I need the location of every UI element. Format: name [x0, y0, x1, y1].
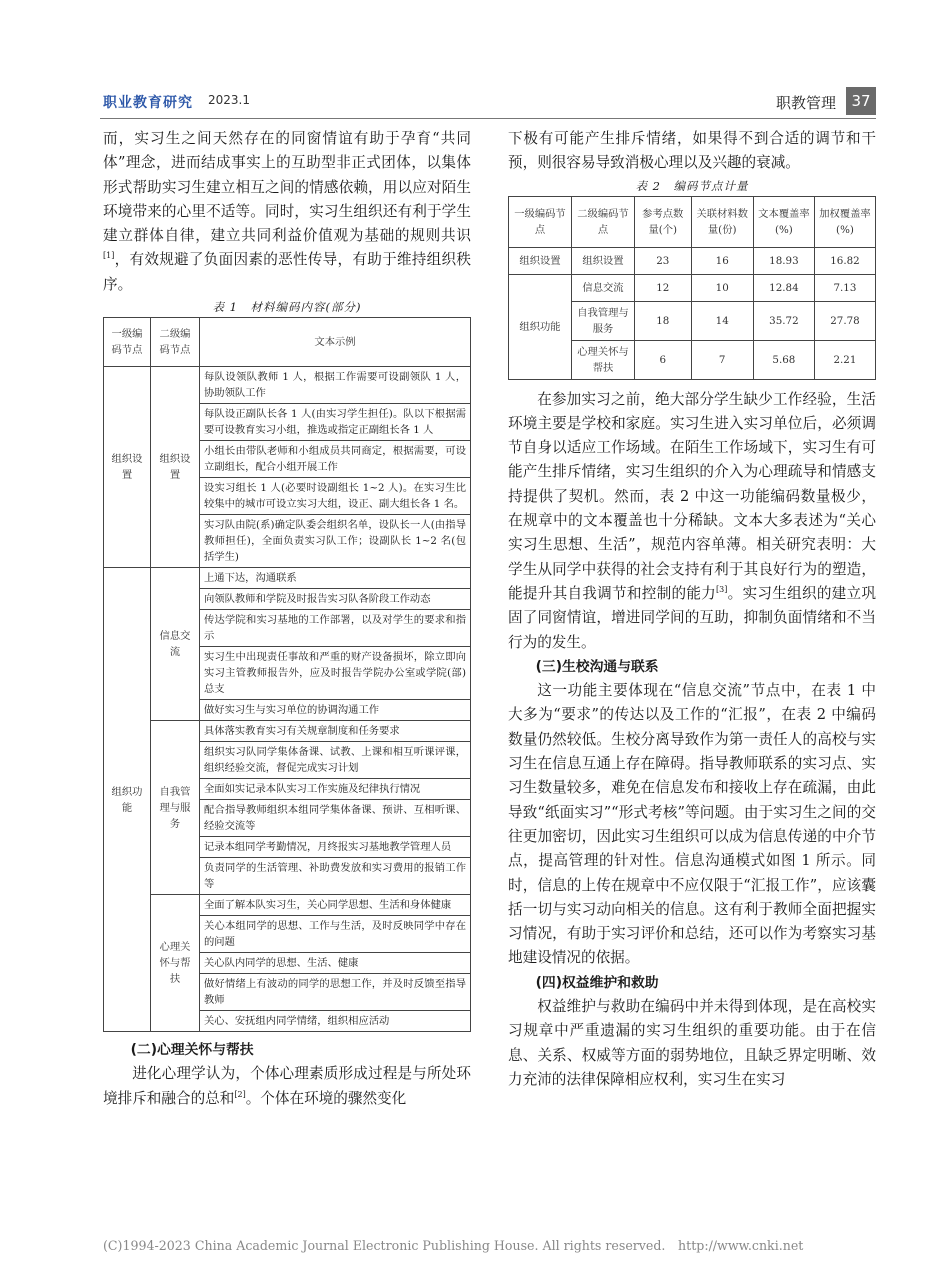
table2-cell: 35.72 — [753, 301, 814, 340]
table1-level2-cell: 心理关怀与帮扶 — [151, 895, 200, 1032]
table1-text-cell: 实习生中出现责任事故和严重的财产设备损坏，除立即向实习主管教师报告外，应及时报告学院办公室或学院(部)总支 — [200, 647, 471, 700]
right-column — [508, 127, 876, 1092]
table2-cell: 18 — [635, 301, 692, 340]
table2-cell: 组织设置 — [572, 247, 635, 274]
citation-3[interactable]: [3] — [716, 585, 728, 595]
table1-row — [104, 895, 471, 916]
table1-text-cell: 向领队教师和学院及时报告实习队各阶段工作动态 — [200, 589, 471, 610]
table2-caption: 表 2 编码节点计量 — [635, 178, 749, 193]
table2-cell: 7.13 — [814, 274, 875, 301]
table2-header-cell: 参考点数量(个) — [635, 196, 692, 247]
table1-text-cell: 关心、安抚组内同学情绪，组织相应活动 — [200, 1011, 471, 1032]
table1-row — [104, 568, 471, 589]
issue-year: 2023.1 — [208, 93, 250, 107]
table2-cell: 23 — [635, 247, 692, 274]
table2-header-cell: 加权覆盖率(%) — [814, 196, 875, 247]
table1-text-cell: 组织实习队同学集体备课、试教、上课和相互听课评课，组织经验交流，督促完成实习计划 — [200, 742, 471, 779]
table1-row — [104, 367, 471, 404]
table2-cell: 6 — [635, 340, 692, 379]
copyright-footer: (C)1994-2023 China Academic Journal Electronic Publishing House. All rights reserved. http://www.cnki.net — [103, 1238, 804, 1253]
right-paragraph-4: 这一功能主要体现在“信息交流”节点中，在表 1 中大多为“要求”的传达以及工作的“汇报”，在表 2 中编码数量仍然较低。生校分离导致作为第一责任人的高校与实习生在信息互通上存在障碍。指导教师联系的实习点、实习生数量较多，难免在信息发布和接收上存在疏漏，由此导致“纸面实习”“形式考核”等问题。由于实习生之间的交往更加密切，因此实习生组织可以成为信息传递的中介节点，提高管理的针对性。信息沟通模式如图 1 所示。同时，信息的上传在规章中不应仅限于“汇报工作”，应该囊括一切与实习动向相关的信息。这有利于教师全面把握实习情况，有助于实习评价和总结，还可以作为考察实习基地建设情况的依据。 — [508, 682, 876, 967]
table1-text-cell: 每队设正副队长各 1 人(由实习学生担任)。队以下根据需要可设教育实习小组，推选或指定正副组长各 1 人 — [200, 404, 471, 441]
table1-text-cell: 全面了解本队实习生，关心同学思想、生活和身体健康 — [200, 895, 471, 916]
table1-header-cell: 文本示例 — [200, 318, 471, 367]
left-column — [103, 127, 471, 1111]
table2-cell: 12.84 — [753, 274, 814, 301]
left-paragraph-1: 而，实习生之间天然存在的同窗情谊有助于孕育“共同体”理念，进而结成事实上的互助型非正式团体，以集体形式帮助实习生建立相互之间的情感依赖，用以应对陌生环境带来的心里不适等。同时，实习生组织还有利于学生建立群体自律，建立共同利益价值观为基础的规则共识[1]，有效规避了负面因素的恶性传导，有助于维持组织秩序。 — [103, 130, 471, 293]
table1-header-row — [104, 318, 471, 367]
table2-row — [509, 274, 876, 301]
table1-text-cell: 做好情绪上有波动的同学的思想工作，并及时反馈至指导教师 — [200, 974, 471, 1011]
citation-2[interactable]: [2] — [234, 1089, 246, 1099]
table1-level2-cell: 信息交流 — [151, 568, 200, 721]
table2-header-row — [509, 196, 876, 247]
section-3-title: (三)生校沟通与联系 — [535, 658, 659, 675]
table2-cell: 12 — [635, 274, 692, 301]
table1-row — [104, 721, 471, 742]
table2-cell: 组织功能 — [509, 274, 572, 379]
table1-text-cell: 上通下达，沟通联系 — [200, 568, 471, 589]
table1 — [103, 317, 471, 1032]
table2-cell: 信息交流 — [572, 274, 635, 301]
table2-cell: 5.68 — [753, 340, 814, 379]
table2-cell: 14 — [691, 301, 753, 340]
table1-text-cell: 具体落实教育实习有关规章制度和任务要求 — [200, 721, 471, 742]
left-paragraph-2: 进化心理学认为，个体心理素质形成过程是与所处环境排斥和融合的总和[2]。个体在环境的骤然变化 — [103, 1065, 471, 1107]
page-number: 37 — [846, 87, 876, 115]
table2-cell: 自我管理与服务 — [572, 301, 635, 340]
table1-text-cell: 关心队内同学的思想、生活、健康 — [200, 953, 471, 974]
table2-row — [509, 247, 876, 274]
table1-text-cell: 小组长由带队老师和小组成员共同商定，根据需要，可设立副组长，配合小组开展工作 — [200, 441, 471, 478]
table2-header-cell: 二级编码节点 — [572, 196, 635, 247]
table1-header-cell: 二级编码节点 — [151, 318, 200, 367]
table1-text-cell: 做好实习生与实习单位的协调沟通工作 — [200, 700, 471, 721]
table2-cell: 组织设置 — [509, 247, 572, 274]
table1-text-cell: 配合指导教师组织本组同学集体备课、预讲、互相听课、经验交流等 — [200, 800, 471, 837]
table2-cell: 18.93 — [753, 247, 814, 274]
citation-1[interactable]: [1] — [103, 251, 115, 261]
table2-header-cell: 文本覆盖率(%) — [753, 196, 814, 247]
table1-level2-cell: 自我管理与服务 — [151, 721, 200, 895]
table1-text-cell: 记录本组同学考勤情况，月终报实习基地教学管理人员 — [200, 837, 471, 858]
table1-text-cell: 每队设领队教师 1 人，根据工作需要可设副领队 1 人，协助领队工作 — [200, 367, 471, 404]
table2-cell: 2.21 — [814, 340, 875, 379]
table1-text-cell: 关心本组同学的思想、工作与生活，及时反映同学中存在的问题 — [200, 916, 471, 953]
table2-cell: 10 — [691, 274, 753, 301]
table2-cell: 16.82 — [814, 247, 875, 274]
table2-header-cell: 一级编码节点 — [509, 196, 572, 247]
table1-text-cell: 传达学院和实习基地的工作部署，以及对学生的要求和指示 — [200, 610, 471, 647]
journal-name: 职业教育研究 — [103, 95, 193, 111]
section-2-title: (二)心理关怀与帮扶 — [130, 1042, 254, 1059]
table1-text-cell: 设实习组长 1 人(必要时设副组长 1~2 人)。在实习生比较集中的城市可设立实习大组，设正、副大组长各 1 名。 — [200, 478, 471, 515]
table1-text-cell: 实习队由院(系)确定队委会组织名单，设队长一人(由指导教师担任)，全面负责实习队工作；设副队长 1~2 名(包括学生) — [200, 515, 471, 568]
table2 — [508, 196, 876, 380]
section-4-title: (四)权益维护和救助 — [535, 974, 659, 991]
table1-level1-cell: 组织功能 — [104, 568, 151, 1032]
table1-level2-cell: 组织设置 — [151, 367, 200, 568]
right-paragraph-5: 权益维护与救助在编码中并未得到体现，是在高校实习规章中严重遗漏的实习生组织的重要功能。由于在信息、关系、权威等方面的弱势地位，且缺乏界定明晰、效力充沛的法律保障相应权利，实习生在实习 — [508, 998, 876, 1088]
table1-caption: 表 1 材料编码内容(部分) — [212, 300, 362, 315]
table2-cell: 心理关怀与帮扶 — [572, 340, 635, 379]
section-title: 职教管理 — [776, 94, 837, 112]
table1-level1-cell: 组织设置 — [104, 367, 151, 568]
table1-text-cell: 全面如实记录本队实习工作实施及纪律执行情况 — [200, 779, 471, 800]
table2-cell: 27.78 — [814, 301, 875, 340]
table2-header-cell: 关联材料数量(份) — [691, 196, 753, 247]
table2-cell: 7 — [691, 340, 753, 379]
header-rule — [100, 118, 876, 119]
right-paragraph-3: 在参加实习之前，绝大部分学生缺少工作经验，生活环境主要是学校和家庭。实习生进入实习单位后，必须调节自身以适应工作场域。在陌生工作场域下，实习生有可能产生排斥情绪，实习生组织的介入为心理疏导和情感支持提供了契机。然而，表 2 中这一功能编码数量极少，在规章中的文本覆盖也十分稀缺。文本大多表述为“关心实习生思想、生活”，规范内容单薄。相关研究表明：大学生从同学中获得的社会支持有利于其良好行为的塑造，能提升其自我调节和控制的能力[3]。实习生组织的建立巩固了同窗情谊，增进同学间的互助，抑制负面情绪和不当行为的发生。 — [508, 390, 876, 651]
right-paragraph-0: 下极有可能产生排斥情绪，如果得不到合适的调节和干预，则很容易导致消极心理以及兴趣的衰减。 — [508, 130, 876, 172]
table2-cell: 16 — [691, 247, 753, 274]
table1-text-cell: 负责同学的生活管理、补助费发放和实习费用的报销工作等 — [200, 858, 471, 895]
table1-header-cell: 一级编码节点 — [104, 318, 151, 367]
